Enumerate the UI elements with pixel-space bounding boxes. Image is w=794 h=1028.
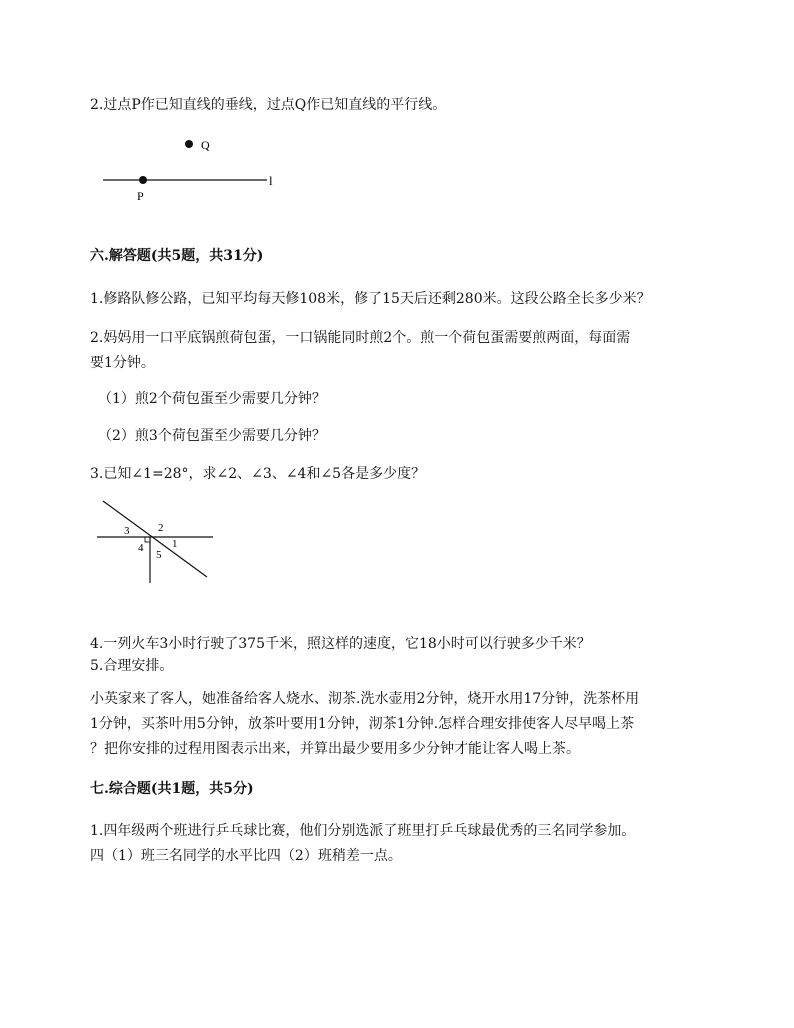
point-q-label: Q: [201, 138, 210, 152]
angle-label-2: 2: [158, 522, 164, 534]
s6-question-2-line2: 要1分钟。: [90, 355, 155, 371]
slanted-line: [103, 501, 207, 577]
angle-label-4: 4: [138, 542, 144, 554]
s6-question-2-line1: 2.妈妈用一口平底锅煎荷包蛋，一口锅能同时煎2个。煎一个荷包蛋需要煎两面，每面需: [90, 330, 631, 346]
s6-question-2-sub2: （2）煎3个荷包蛋至少需要几分钟？: [98, 428, 326, 444]
section6-heading: 六.解答题(共5题，共31分): [90, 248, 264, 264]
s6-question-4: 4.一列火车3小时行驶了375千米，照这样的速度，它18小时可以行驶多少千米？: [90, 636, 591, 652]
s6-question-1: 1.修路队修公路，已知平均每天修108米，修了15天后还剩280米。这段公路全长多少米？: [90, 291, 651, 307]
point-p: [139, 176, 147, 184]
s7-question-1-line1: 1.四年级两个班进行乒乓球比赛，他们分别选派了班里打乒乓球最优秀的三名同学参加。: [90, 823, 636, 839]
angles-figure: [95, 495, 215, 585]
angle-label-5: 5: [156, 549, 162, 561]
angle-label-1: 1: [172, 538, 178, 550]
line-label: l: [269, 173, 273, 188]
angle-label-3: 3: [124, 525, 130, 537]
line-point-figure: [95, 130, 295, 210]
s6-question-5-line3: ？把你安排的过程用图表示出来，并算出最少要用多少分钟才能让客人喝上茶。: [90, 741, 580, 757]
section7-heading: 七.综合题(共1题，共5分): [90, 781, 254, 797]
s6-question-5-line1: 小英家来了客人，她准备给客人烧水、沏茶.洗水壶用2分钟，烧开水用17分钟，洗茶杯用: [90, 691, 640, 707]
s7-question-1-line2: 四（1）班三名同学的水平比四（2）班稍差一点。: [90, 848, 402, 864]
s6-question-3: 3.已知∠1=28°，求∠2、∠3、∠4和∠5各是多少度？: [90, 466, 426, 482]
q2-drawing-prompt: 2.过点P作已知直线的垂线，过点Q作已知直线的平行线。: [90, 97, 447, 113]
s6-question-5-line2: 1分钟，买茶叶用5分钟，放茶叶要用1分钟，沏茶1分钟.怎样合理安排使客人尽早喝上茶: [90, 716, 635, 732]
s6-question-5-title: 5.合理安排。: [90, 658, 174, 674]
point-p-label: P: [137, 189, 144, 203]
s6-question-2-sub1: （1）煎2个荷包蛋至少需要几分钟？: [98, 391, 326, 407]
point-q: [185, 140, 193, 148]
right-angle-mark: [145, 537, 150, 542]
